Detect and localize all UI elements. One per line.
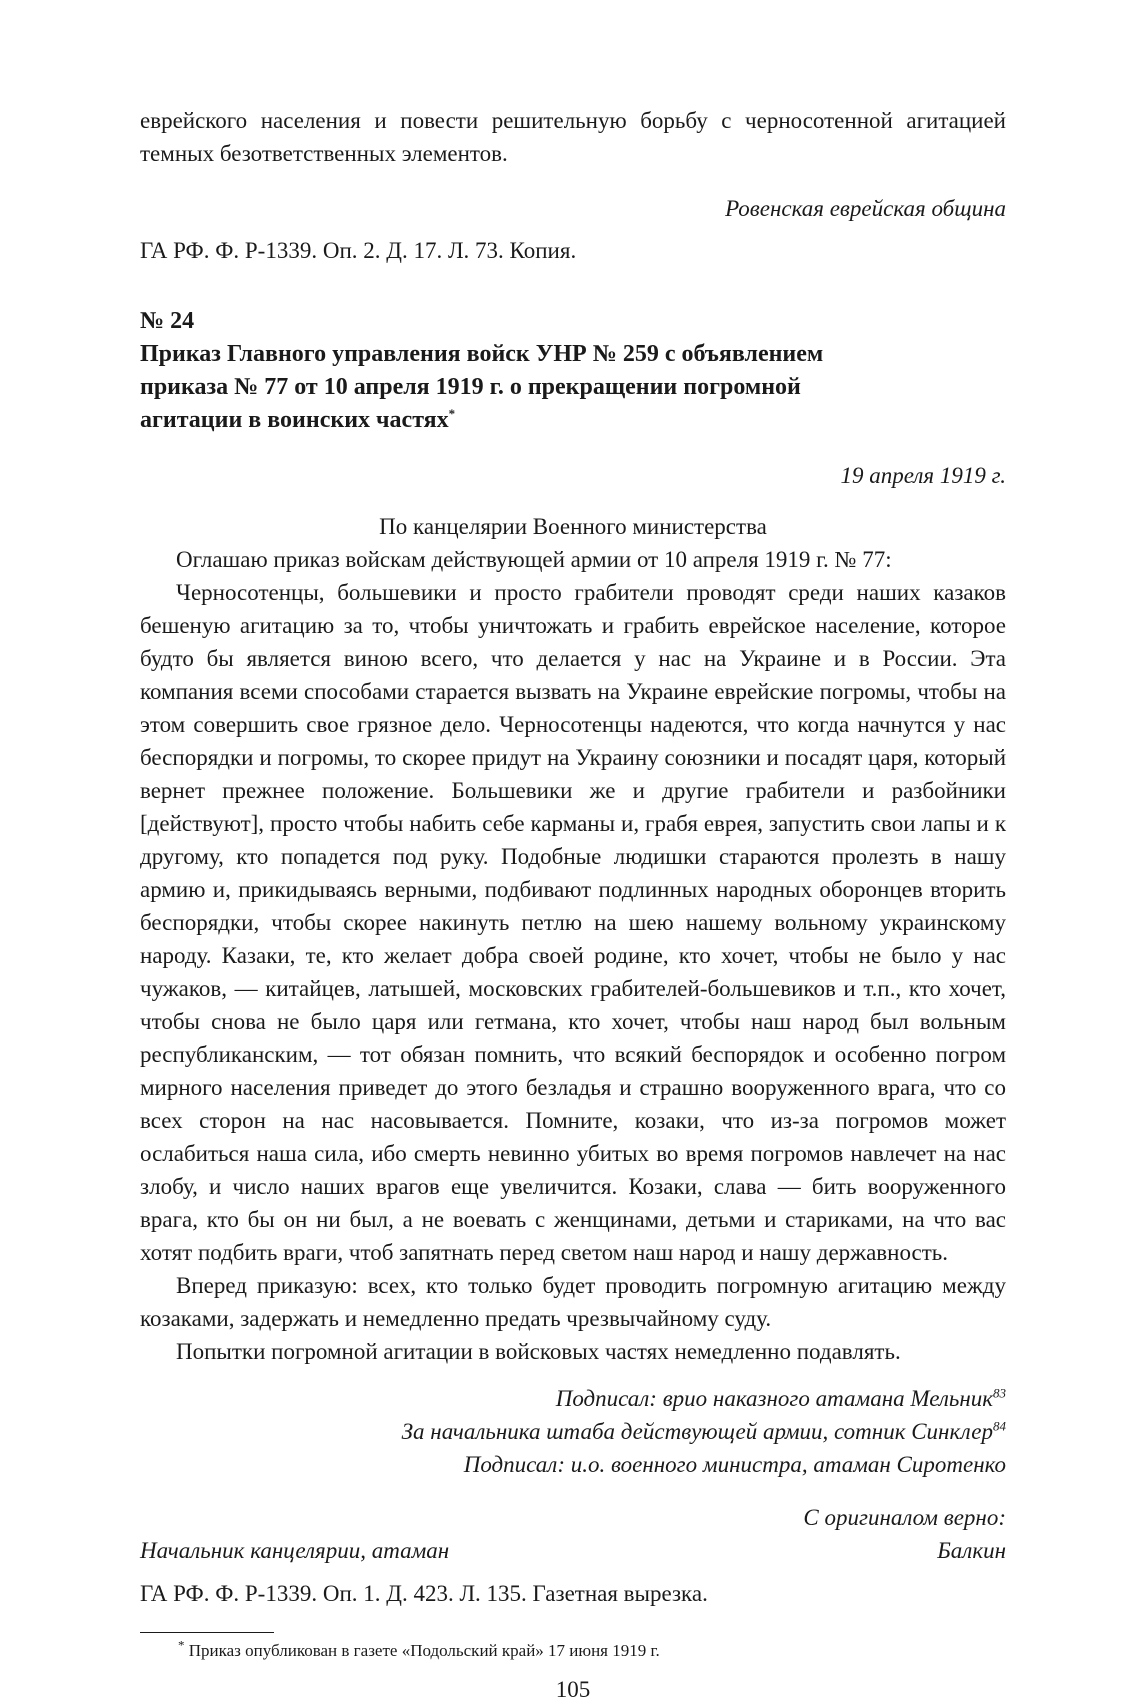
document-archive-reference: ГА РФ. Ф. Р-1339. Оп. 1. Д. 423. Л. 135. Газетная вырезка. — [140, 1581, 708, 1606]
certification-line: С оригиналом верно: — [803, 1505, 1006, 1530]
footnote-marker: * — [178, 1637, 185, 1653]
body-paragraph-4: Попытки погромной агитации в войсковых частях немедленно подавлять. — [176, 1339, 901, 1364]
intro-archive-reference: ГА РФ. Ф. Р-1339. Оп. 2. Д. 17. Л. 73. Копия. — [140, 238, 577, 263]
signature-block — [140, 1382, 1006, 1481]
document-date: 19 апреля 1919 г. — [840, 463, 1006, 488]
intro-signature: Ровенская еврейская община — [725, 196, 1006, 221]
chancellery-title: Начальник канцелярии, атаман — [140, 1538, 450, 1563]
document-title — [140, 338, 900, 437]
signature-1-text: Подписал: врио наказного атамана Мельник — [555, 1386, 993, 1411]
signature-2-text: За начальника штаба действующей армии, сотник Синклер — [401, 1419, 993, 1444]
document-title-text: Приказ Главного управления войск УНР № 259 с объявлением приказа № 77 от 10 апреля 1919 г. о прекращении погромной агитации в воинских частях — [140, 341, 824, 433]
body-paragraph-1: Оглашаю приказ войскам действующей армии от 10 апреля 1919 г. № 77: — [176, 547, 892, 572]
footnote-divider — [140, 1632, 274, 1633]
signature-line-2 — [140, 1415, 1006, 1448]
chancellery-name: Балкин — [937, 1538, 1006, 1563]
text-column — [140, 104, 1006, 1703]
page-number: 105 — [555, 1677, 591, 1702]
footnote-text: Приказ опубликован в газете «Подольский край» 17 июня 1919 г. — [184, 1641, 660, 1660]
signature-line-3 — [140, 1448, 1006, 1481]
footnote — [140, 1639, 1006, 1663]
signature-line-1 — [140, 1382, 1006, 1415]
chancellery-row — [140, 1534, 1006, 1567]
signature-1-note: 83 — [993, 1385, 1006, 1401]
title-footnote-marker: * — [448, 406, 456, 421]
document-number: № 24 — [140, 308, 195, 334]
office-line: По канцелярии Военного министерства — [379, 514, 767, 539]
signature-3-text: Подписал: и.о. военного министра, атаман Сиротенко — [463, 1452, 1006, 1477]
signature-2-note: 84 — [993, 1418, 1006, 1434]
intro-paragraph: еврейского населения и повести решительную борьбу с черносотенной агитацией темных безответственных элементов. — [140, 108, 1006, 166]
body-paragraph-3: Вперед приказую: всех, кто только будет проводить погромную агитацию между козаками, задержать и немедленно предать чрезвычайному суду. — [140, 1273, 1006, 1331]
body-paragraph-2: Черносотенцы, большевики и просто грабители проводят среди наших казаков бешеную агитацию за то, чтобы уничтожать и грабить еврейское население, которое будто бы является виною всего, что делается у нас на Украине и в России. Эта компания всеми способами старается вызвать на Украине еврейские погромы, чтобы на этом совершить свое грязное дело. Черносотенцы надеются, что когда начнутся у нас беспорядки и погромы, то скорее придут на Украину союзники и посадят царя, который вернет прежнее положение. Большевики же и другие грабители и разбойники [действуют], просто чтобы набить себе карманы и, грабя еврея, запустить свои лапы и к другому, кто попадется под руку. Подобные людишки стараются пролезть в нашу армию и, прикидываясь верными, подбивают подлинных народных оборонцев вторить беспорядки, чтобы скорее накинуть петлю на шею нашему вольному украинскому народу. Казаки, те, кто желает добра своей родине, кто хочет, чтобы не было у нас чужаков, — китайцев, латышей, московских грабителей-большевиков и т.п., кто хочет, чтобы снова не было царя или гетмана, кто хочет, чтобы наш народ был вольным республиканским, — тот обязан помнить, что всякий беспорядок и особенно погром мирного населения приведет до этого безладья и страшно вооруженного врага, что со всех сторон на нас насовывается. Помните, козаки, что из-за погромов может ослабиться наша сила, ибо смерть невинно убитых во время погромов навлечет на нас злобу, и число наших врагов еще увеличится. Козаки, слава — бить вооруженного врага, кто бы он ни был, а не воевать с женщинами, детьми и стариками, на что вас хотят подбить враги, чтоб запятнать перед светом наш народ и нашу державность. — [140, 580, 1006, 1265]
